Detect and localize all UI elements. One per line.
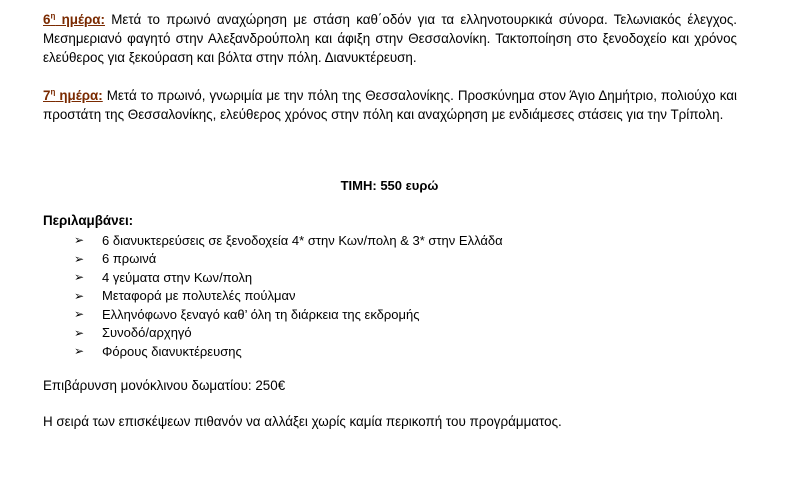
- includes-list: [74, 231, 503, 361]
- list-item: ➢ Μεταφορά με πολυτελές πούλμαν: [74, 288, 296, 304]
- list-item: ➢ 6 διανυκτερεύσεις σε ξενοδοχεία 4* στην Κων/πολη & 3* στην Ελλάδα: [74, 232, 503, 248]
- arrow-bullet-icon: ➢: [74, 288, 85, 303]
- day-7-label: $7^\eta$ ημέρα:: [43, 87, 103, 103]
- day-6-paragraph: [43, 10, 737, 67]
- list-item: ➢ Φόρους διανυκτέρευσης: [74, 343, 242, 359]
- list-item: ➢ Ελληνόφωνο ξεναγό καθ’ όλη τη διάρκεια της εκδρομής: [74, 306, 420, 322]
- single-room-supplement: Επιβάρυνση μονόκλινου δωματίου: 250€: [43, 378, 286, 393]
- arrow-bullet-icon: ➢: [74, 344, 85, 359]
- itinerary-note: Η σειρά των επισκέψεων πιθανόν να αλλάξει χωρίς καμία περικοπή του προγράμματος.: [43, 414, 562, 429]
- price-heading: ΤΙΜΗ: 550 ευρώ: [340, 178, 439, 193]
- arrow-bullet-icon: ➢: [74, 325, 85, 340]
- day-7-text: Μετά το πρωινό, γνωριμία με την πόλη της Θεσσαλονίκης. Προσκύνημα στον Άγιο Δημήτριο, πολιούχο και προστάτη της Θεσσαλονίκης, ελεύθερος χρόνος στην πόλη και αναχώρηση με ενδιάμεσες στάσεις για την Τρίπολη.: [43, 88, 737, 122]
- day-7-paragraph: [43, 86, 737, 124]
- arrow-bullet-icon: ➢: [74, 307, 85, 322]
- list-item: ➢ Συνοδό/αρχηγό: [74, 325, 192, 341]
- arrow-bullet-icon: ➢: [74, 233, 85, 248]
- arrow-bullet-icon: ➢: [74, 270, 85, 285]
- day-6-label: $6^\eta$ ημέρα:: [43, 11, 105, 27]
- list-item: ➢ 6 πρωινά: [74, 251, 157, 267]
- day-6-text: Μετά το πρωινό αναχώρηση με στάση καθ΄οδόν για τα ελληνοτουρκικά σύνορα. Τελωνιακός έλεγχος. Μεσημεριανό φαγητό στην Αλεξανδρούπολη και άφιξη στην Θεσσαλονίκη. Τακτοποίηση στο ξενοδοχείο και χρόνος ελεύθερος για ξεκούραση και βόλτα στην πόλη. Διανυκτέρευση.: [43, 12, 737, 65]
- arrow-bullet-icon: ➢: [74, 251, 85, 266]
- list-item: ➢ 4 γεύματα στην Κων/πολη: [74, 269, 253, 285]
- includes-title: Περιλαμβάνει:: [43, 213, 134, 228]
